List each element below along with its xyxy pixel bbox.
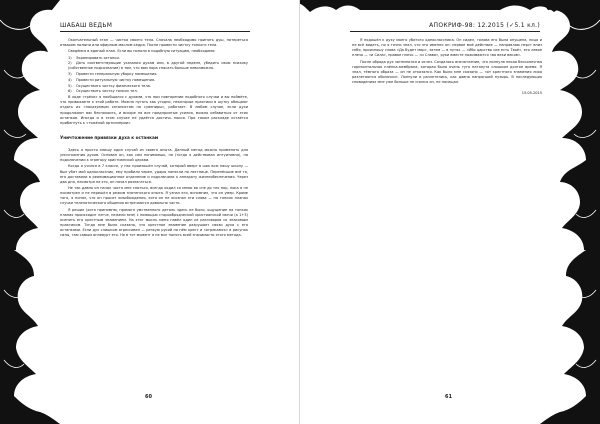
list-item: 4) Провести ритуальную чистку помещения. xyxy=(68,77,156,82)
header-rule xyxy=(60,31,250,32)
paragraph: После обряда дух затемнился и исчез. Создалось впечатление, что лопнула некая бесконечная горизонтальная плёнка-мембрана, которая была очень туго натянута слишком долгое время. Я знал, тёмного образа — он не отказался. Как было мне сказано — «от крестного знамения лиха разлетаются оболочки». Лопнули и разлетелись, как давно напрягший пузырь. В последующих сновидениях мне уже больше не снился он, не посещал. xyxy=(352,59,542,84)
paragraph: Я подошёл к духу моего убитого одноклассника. Он сидел, голова его была опущена, лицо и не всё видеть, но я точно знал, что это именно он: первое моё действие — направляю перст вниз себя, произношу слова «Да будет мир», затем — в путях — «Ибо царство сие есть Твоё», его левое плечо — «и Сила», правое плечо — «и Слава», руки вместе пожимаются «во веки веков». xyxy=(352,38,542,58)
running-head-right: АПОКРИФ-98: 12.2015 (✓5.1 кл.) xyxy=(429,22,540,29)
paragraph: Когда я учился в 7 классе, у нас произошёл случай, который вверг в шок всю нашу школу — был убит мой одноклассник, ему пробили череп, удары нанесли по лестнице. Перенёсшие всё то, его доставили в реанимационное отделение и подключили к аппарату жизнеобеспечения. Через два дня, несмотря на это, он начал разлагаться. xyxy=(60,164,248,184)
tribal-ornament-left-icon xyxy=(0,0,60,424)
paragraph: Сведёмся в единый план. Если вы попали в подобную ситуацию, необходимо: xyxy=(68,49,216,54)
left-body-text xyxy=(60,38,248,239)
list-item: 6) Осуществить чистку тонких тел. xyxy=(68,89,138,94)
list-item: 5) Осуществить чистку физического тела. xyxy=(68,83,151,88)
list-item: 1) Экранировать останки. xyxy=(68,55,120,60)
right-body-text xyxy=(352,38,542,96)
paragraph: Здесь я просто опишу один случай из своего опыта. Данный метод можно применять для уничтожения духов. Основан он, как сам понимаешь, на (тогда я действовал интуитивно), на подключении к эгрегору христианской церкви. xyxy=(60,147,248,163)
page-number-right: 61 xyxy=(445,394,452,400)
date-stamp: 15.05.2015 xyxy=(521,91,542,96)
page-number-left: 60 xyxy=(145,394,152,400)
paragraph: Не так давно он начал часто мне сниться, всегда ходил со мною во сне до тех пор, пока я не посмотрел и не перешёл в режим знатенского опыта. Я узнал его, вспомнил, что он умер. Кроме того, я понял, что он просит освобождения, хотя он не осознал эти слова — на тонких планах случаи телепатического общения встречаются довольно часто. xyxy=(60,185,248,206)
section-heading: Уничтожение привязки духа к останкам xyxy=(60,134,159,140)
steps-list xyxy=(68,56,248,95)
list-item: 3) Провести генеральную уборку помещения. xyxy=(68,72,158,77)
right-page xyxy=(300,0,600,424)
list-item: 2) Дать соответствующие указания духам или, в другой неделе, убедить свою психику (собственное подсознание) в том, что вам пора спасать больше невозможно. xyxy=(68,61,248,71)
paragraph: В ходе «трёхи» я пообщался с духами, что при повторении подобного случаи и вы поймёте, что привыкаете к этой работе. Можно пугать как угодно, некоторые практики в шутку обещают отдать их «наказуемым сатанистам на сувениры», работает. В любом случае, если духи продолжают вас беспокоить, и вскоре на все предприятые усилия, можно избавиться от этих останков. Иногда и в этом случае не удаётся достичь покоя. При таком раскладе остаётся прибегнуть к «тяжёлой артиллерии». xyxy=(60,95,248,125)
paragraph: Окончательный этап — чистка своего тела. Сначала необходимо принять душ, натереться отваром полыни или эфирным маслом кедра. После провести чистку тонкого тела. xyxy=(60,38,248,48)
tribal-ornament-right-icon xyxy=(540,0,600,424)
running-head-left: ШАБАШ ВЕДЬМ xyxy=(60,22,113,29)
header-rule xyxy=(350,31,540,32)
paragraph: Я решил (хотя припомню, прямого умственного деталь здесь не было, ощущение на тонких планах происходит легче, нежели мне) с помощью старообрядческой христианской свечи (а 1+5) осенить его крестным знамением. На этот мысль меня навёл один из разговоров со знакомым практиком. Тогда мне было сказано, что крестное знамение разрушает связи духа с его останками. Если дух слишком агрессивен — резкую рукой на нём крест и «отрекаюсь» в рисунок силы, там самым аплевурт его. Но в тот момент я не мог понять всей значимости этого метода. xyxy=(60,207,248,237)
